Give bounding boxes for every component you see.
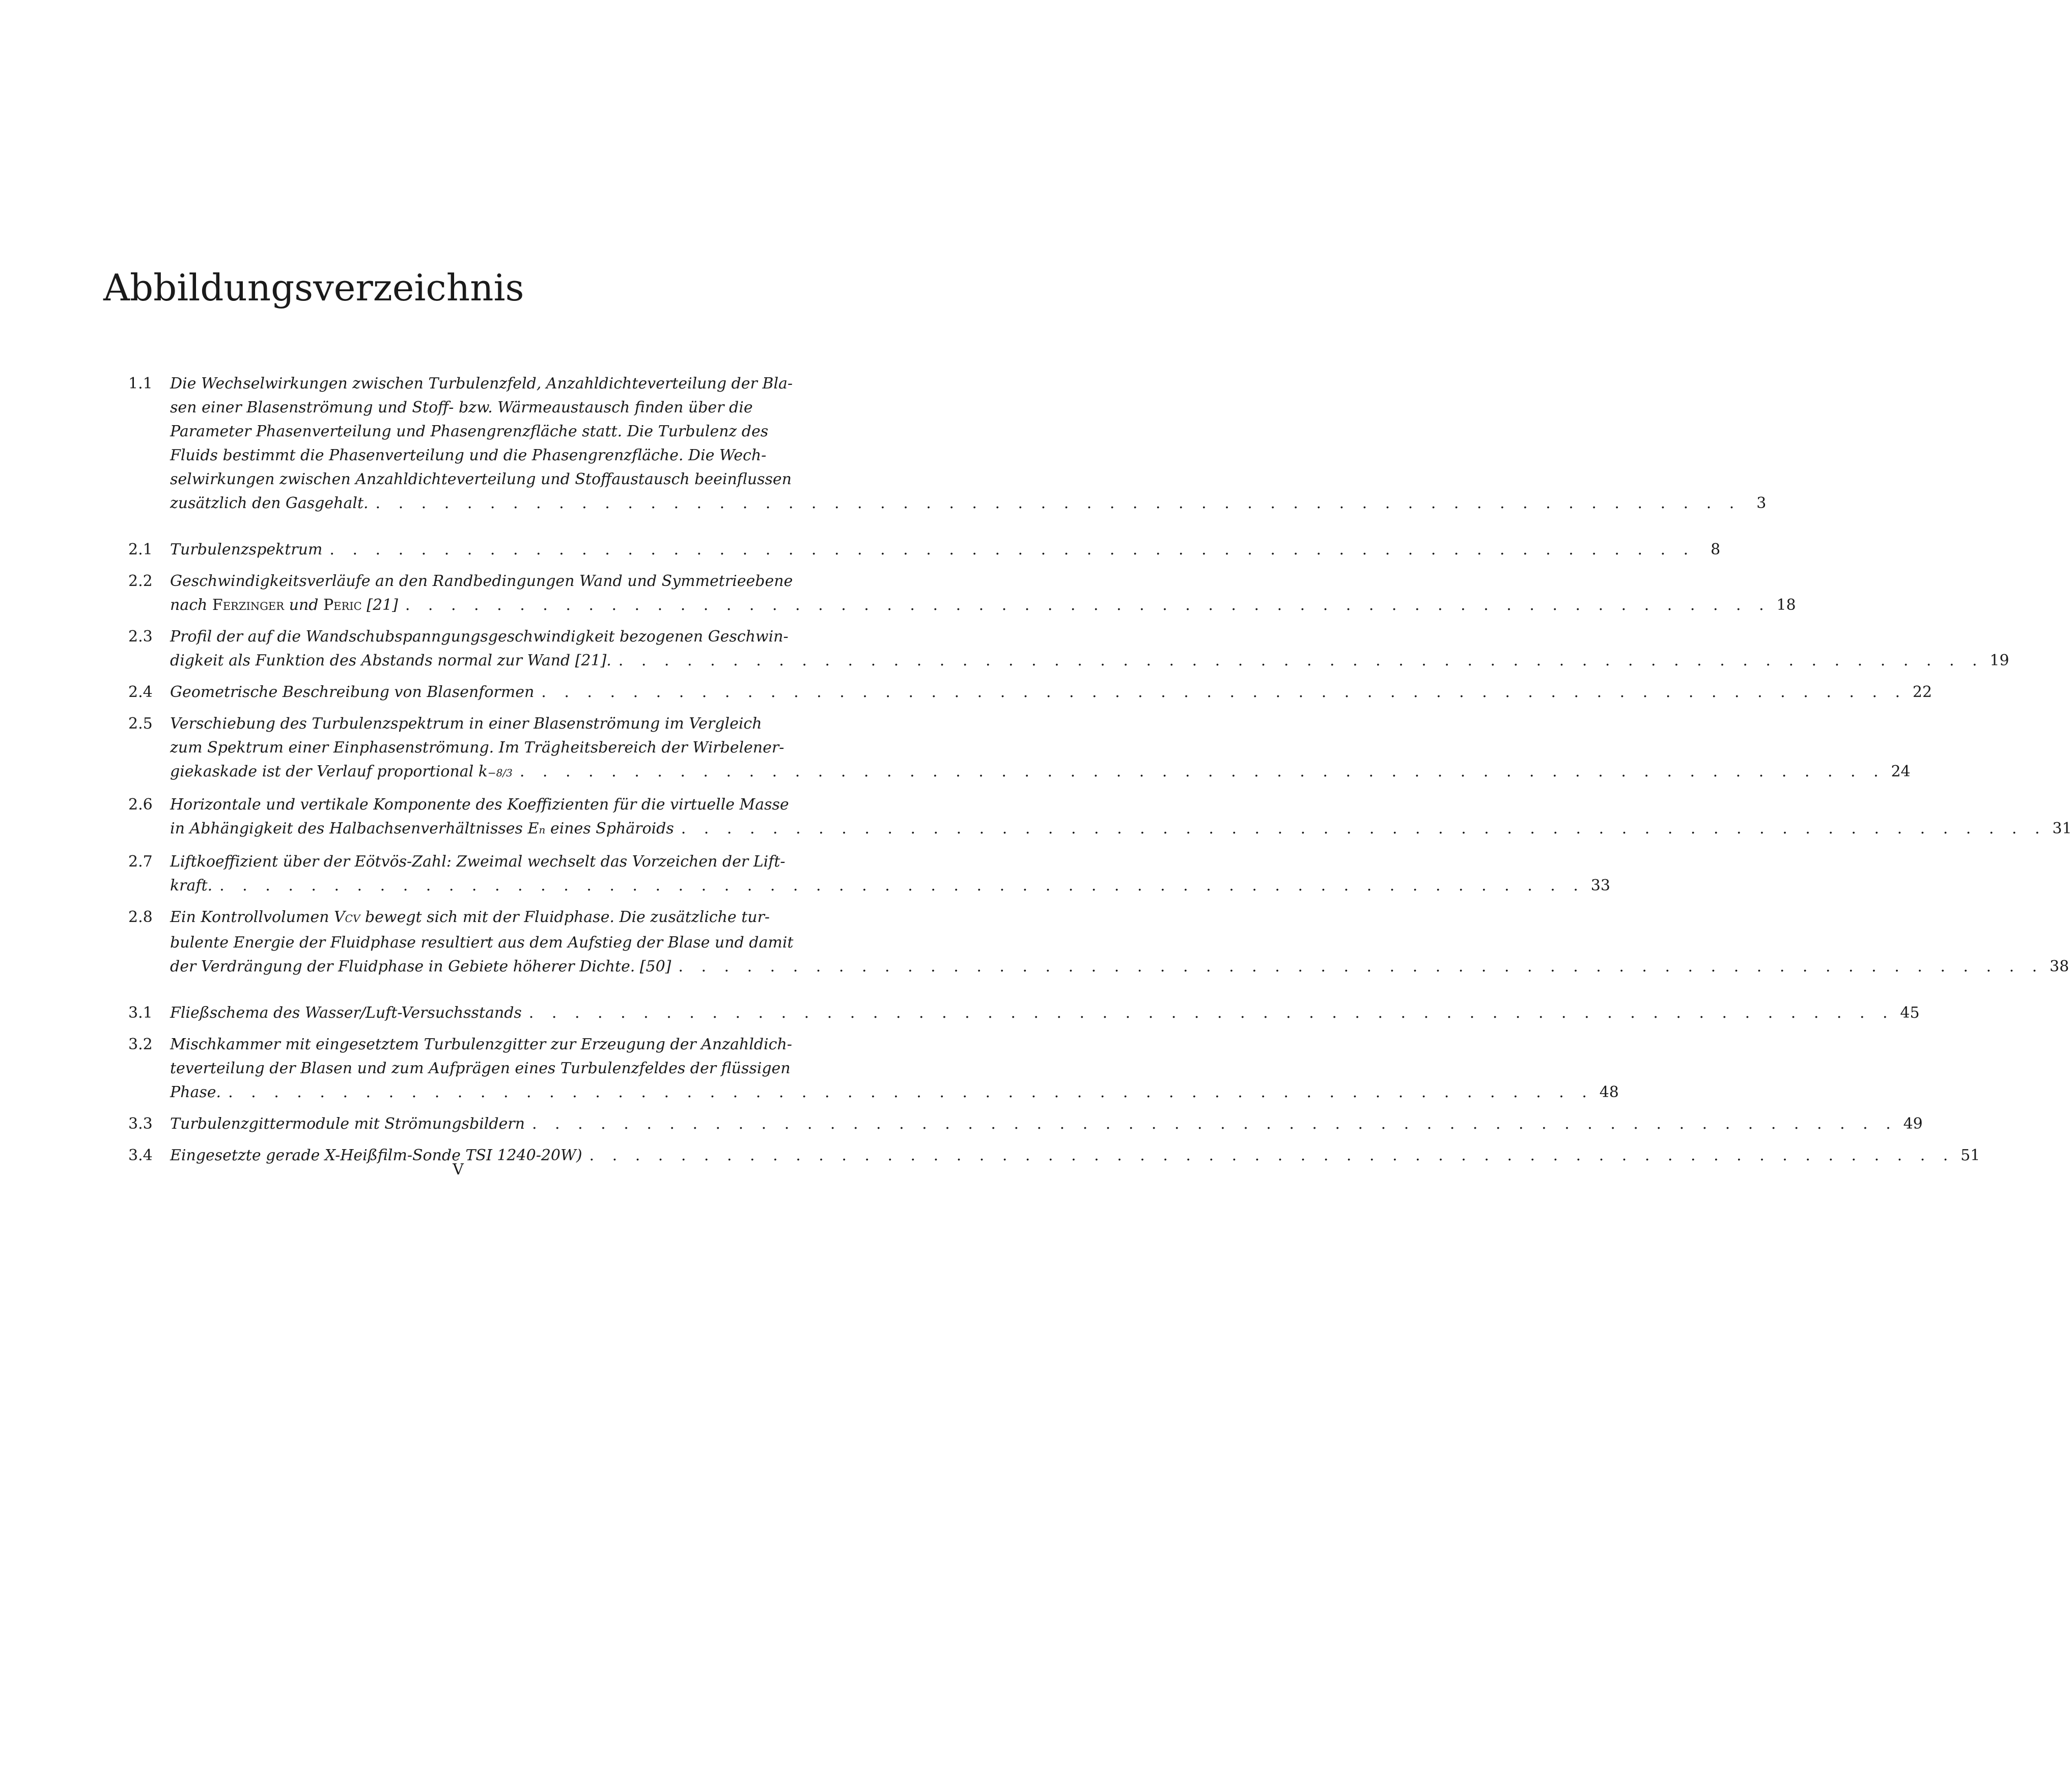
dot-leader: . . . . . . . . . . . . . . . . . . . . . . . . . . . . . . . . . . . . . . . . . . . . . . . . . . . . . . . . . . . . [528,1004,1894,1022]
caption-line: kraft. [170,877,213,895]
dot-leader: . . . . . . . . . . . . . . . . . . . . . . . . . . . . . . . . . . . . . . . . . . . . . . . . . . . . . . . . . . . . [375,494,1741,512]
dot-leader: . . . . . . . . . . . . . . . . . . . . . . . . . . . . . . . . . . . . . . . . . . . . . . . . . . . . . . . . . . . . [519,763,1885,780]
caption-text: bewegt sich mit der Fluidphase. Die zusätzliche tur- [360,908,770,926]
caption-line: teverteilung der Blasen und zum Aufprägen eines Turbulenzfeldes der flüssigen [170,1059,791,1077]
toc-entry-2-7[interactable] [128,850,1610,898]
caption-line: Profil der auf die Wandschubspanngungsgeschwindigkeit bezogenen Geschwin- [170,628,789,646]
dot-leader: . . . . . . . . . . . . . . . . . . . . . . . . . . . . . . . . . . . . . . . . . . . . . . . . . . . . . . . . . . . . [678,958,2044,975]
caption-line: Turbulenzspektrum [170,541,323,559]
figure-caption [170,850,1610,898]
page-number: 8 [1711,541,1721,559]
toc-entry-3-3[interactable] [128,1112,1923,1136]
dot-leader: . . . . . . . . . . . . . . . . . . . . . . . . . . . . . . . . . . . . . . . . . . . . . . . . . . . . . . . . . . . . [329,541,1695,559]
author-name: Ferzinger [212,596,285,614]
page-folio: V [453,1161,464,1179]
figure-caption [170,625,2009,673]
figure-number: 2.1 [128,541,153,559]
caption-line: Phase. [170,1083,221,1101]
exponent: −8/3 [487,767,513,779]
caption-text: und [289,596,319,614]
figure-number: 2.6 [128,796,153,814]
dot-leader: . . . . . . . . . . . . . . . . . . . . . . . . . . . . . . . . . . . . . . . . . . . . . . . . . . . . . . . . . . . . [219,877,1585,895]
caption-line: Fließschema des Wasser/Luft-Versuchsstands [170,1004,522,1022]
dot-leader: . . . . . . . . . . . . . . . . . . . . . . . . . . . . . . . . . . . . . . . . . . . . . . . . . . . . . . . . . . . . [589,1147,1955,1164]
caption-line: giekaskade ist der Verlauf proportional k [170,763,488,780]
figure-number: 1.1 [128,375,153,393]
dot-leader: . . . . . . . . . . . . . . . . . . . . . . . . . . . . . . . . . . . . . . . . . . . . . . . . . . . . . . . . . . . . [618,652,1984,669]
figure-number: 3.4 [128,1147,153,1164]
caption-line: digkeit als Funktion des Abstands normal zur Wand [21]. [170,652,611,669]
toc-entry-2-5[interactable] [128,712,1911,785]
author-name: Peric [323,596,362,614]
caption-line: in Abhängigkeit des Halbachsenverhältnisses E [170,820,539,838]
page-number: 49 [1903,1115,1923,1133]
caption-text: nach [170,596,208,614]
page-number: 45 [1900,1004,1920,1022]
caption-line: Verschiebung des Turbulenzspektrum in einer Blasenströmung im Vergleich [170,715,762,733]
caption-line: Liftkoeffizient über der Eötvös-Zahl: Zweimal wechselt das Vorzeichen der Lift- [170,853,786,871]
caption-line: Mischkammer mit eingesetztem Turbulenzgitter zur Erzeugung der Anzahldich- [170,1036,792,1053]
toc-entry-2-6[interactable] [128,793,2072,842]
figure-number: 2.2 [128,572,153,590]
caption-line: sen einer Blasenströmung und Stoff- bzw. Wärmeaustausch finden über die [170,399,753,416]
caption-line: Geschwindigkeitsverläufe an den Randbedingungen Wand und Symmetrieebene [170,572,793,590]
caption-line: Eingesetzte gerade X-Heißfilm-Sonde TSI 1240-20W) [170,1147,582,1164]
figure-number: 2.8 [128,908,153,926]
figure-number: 2.4 [128,683,153,701]
toc-entry-2-3[interactable] [128,625,2009,673]
dot-leader: . . . . . . . . . . . . . . . . . . . . . . . . . . . . . . . . . . . . . . . . . . . . . . . . . . . . . . . . . . . . [681,820,2047,838]
caption-line: zum Spektrum einer Einphasenströmung. Im Trägheitsbereich der Wirbelener- [170,739,785,757]
dot-leader: . . . . . . . . . . . . . . . . . . . . . . . . . . . . . . . . . . . . . . . . . . . . . . . . . . . . . . . . . . . . [531,1115,1897,1133]
figure-number: 2.7 [128,853,153,871]
figure-caption [170,793,2072,842]
figure-caption [170,569,1796,617]
toc-entry-3-1[interactable] [128,1001,1920,1025]
figure-number: 2.3 [128,628,153,646]
toc-entry-2-1[interactable] [128,538,1721,562]
caption-line: Horizontale und vertikale Komponente des Koeffizienten für die virtuelle Masse [170,796,789,814]
toc-entry-2-2[interactable] [128,569,1796,617]
page-number: 31 [2052,820,2072,838]
caption-line: der Verdrängung der Fluidphase in Gebiete höherer Dichte. [50] [170,958,671,975]
caption-line: selwirkungen zwischen Anzahldichteverteilung und Stoffaustausch beeinflussen [170,470,792,488]
caption-line: Parameter Phasenverteilung und Phasengrenzfläche statt. Die Turbulenz des [170,423,769,440]
figure-caption [170,538,1720,562]
figure-caption [170,1112,1923,1136]
caption-text: eines Sphäroids [545,820,674,838]
page-number: 38 [2050,958,2069,975]
figure-number: 2.5 [128,715,153,733]
figure-caption [170,1032,1619,1104]
figure-caption [170,1001,1920,1025]
dot-leader: . . . . . . . . . . . . . . . . . . . . . . . . . . . . . . . . . . . . . . . . . . . . . . . . . . . . . . . . . . . . [405,596,1771,614]
figure-number: 3.3 [128,1115,153,1133]
page-number: 33 [1590,877,1610,895]
caption-line: Die Wechselwirkungen zwischen Turbulenzfeld, Anzahldichteverteilung der Bla- [170,375,793,393]
figure-caption [170,680,1932,704]
page-number: 18 [1776,596,1796,614]
list-of-figures [128,372,2072,1167]
figure-number: 3.1 [128,1004,153,1022]
dot-leader: . . . . . . . . . . . . . . . . . . . . . . . . . . . . . . . . . . . . . . . . . . . . . . . . . . . . . . . . . . . . [228,1083,1593,1101]
citation: [21] [367,596,398,614]
caption-line: Turbulenzgittermodule mit Strömungsbildern [170,1115,525,1133]
page-number: 19 [1990,652,2009,669]
figure-number: 3.2 [128,1036,153,1053]
caption-line: Geometrische Beschreibung von Blasenformen [170,683,535,701]
toc-entry-3-2[interactable] [128,1032,1619,1104]
toc-entry-1-1[interactable] [128,372,1767,515]
toc-entry-2-4[interactable] [128,680,1933,704]
dot-leader: . . . . . . . . . . . . . . . . . . . . . . . . . . . . . . . . . . . . . . . . . . . . . . . . . . . . . . . . . . . . [541,683,1907,701]
page-number: 48 [1599,1083,1619,1101]
subscript: CV [345,912,360,925]
caption-line: Fluids bestimmt die Phasenverteilung und die Phasengrenzfläche. Die Wech- [170,446,767,464]
page-title: Abbildungsverzeichnis [103,266,524,309]
page-number: 22 [1912,683,1933,701]
figure-caption [170,905,2069,979]
page-number: 51 [1961,1147,1980,1164]
toc-entry-2-8[interactable] [128,905,2069,979]
page-number: 3 [1756,494,1767,512]
figure-caption [170,372,1766,515]
subscript: n [539,824,546,836]
caption-line: zusätzlich den Gasgehalt. [170,494,369,512]
page-number: 24 [1891,763,1911,780]
figure-caption [170,712,1911,785]
caption-line: bulente Energie der Fluidphase resultiert aus dem Aufstieg der Blase und damit [170,934,794,952]
caption-text: Ein Kontrollvolumen V [170,908,345,926]
